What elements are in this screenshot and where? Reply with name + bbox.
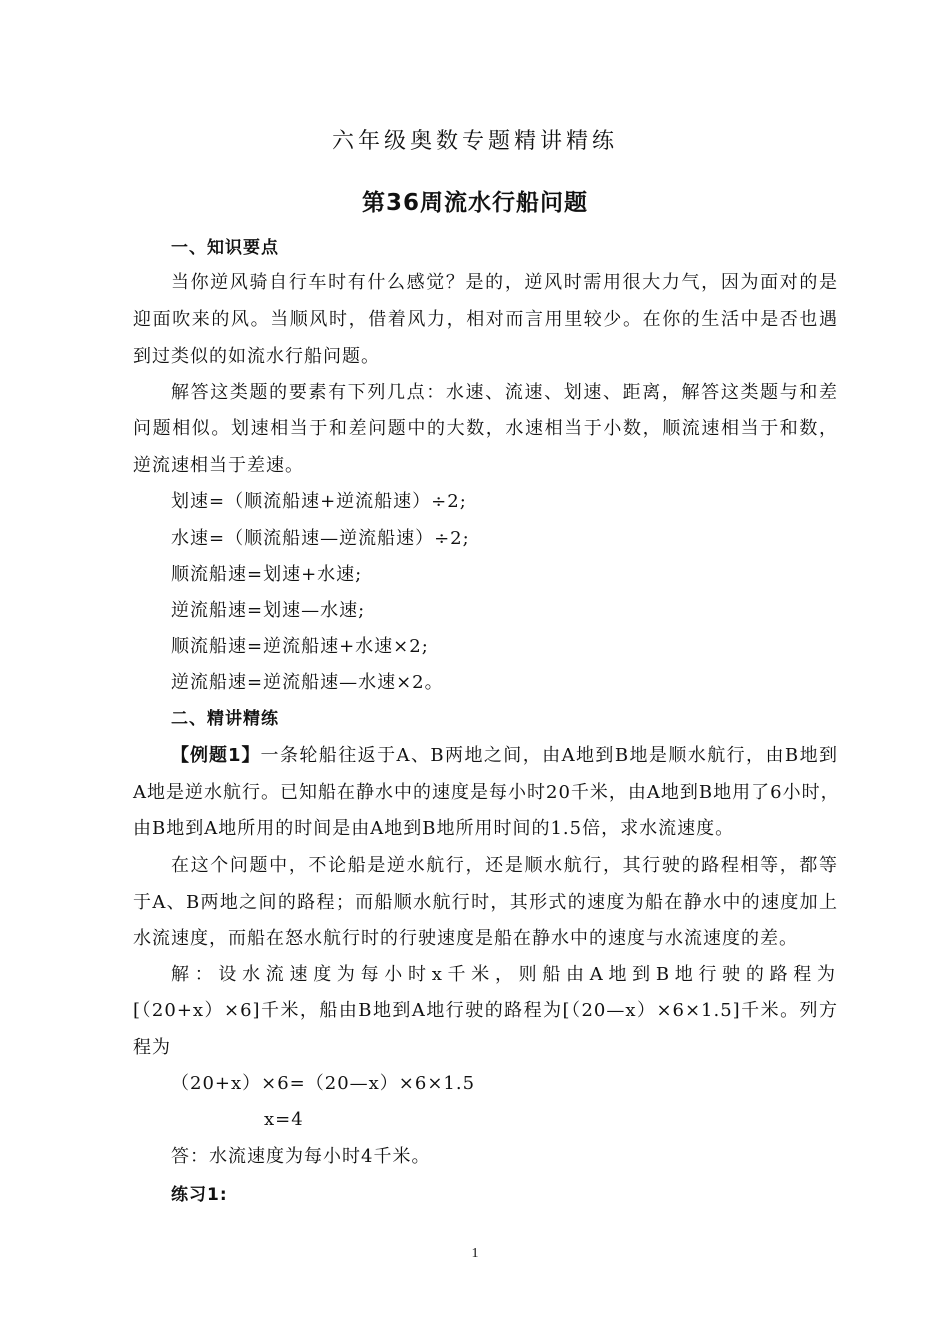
example-tag: 【例题1】 — [171, 745, 261, 766]
week-title: 第36周流水行船问题 — [361, 190, 588, 216]
formula-row: 逆流船速=逆流船速—水速×2。 — [171, 672, 444, 693]
formula-row: 顺流船速=划速+水速; — [171, 564, 363, 585]
analysis-line1: 在这个问题中，不论船是逆水航行，还是顺水航行，其行驶的路程相等，都等 — [171, 855, 838, 876]
example-line1: 一条轮船往返于A、B两地之间，由A地到B地是顺水航行，由B地到 — [260, 745, 838, 766]
solution-line3: 程为 — [133, 1037, 171, 1058]
practice-label: 练习1: — [171, 1185, 228, 1205]
equation-result: x=4 — [264, 1109, 304, 1130]
example-line2: A地是逆水航行。已知船在静水中的速度是每小时20千米，由A地到B地用了6小时， — [133, 782, 840, 803]
page-number: 1 — [471, 1246, 479, 1261]
paragraph2-line2: 问题相似。划速相当于和差问题中的大数，水速相当于小数，顺流速相当于和数， — [133, 418, 838, 439]
analysis-line2: 于A、B两地之间的路程；而船顺水航行时，其形式的速度为船在静水中的速度加上 — [133, 892, 838, 913]
example-line3: 由B地到A地所用的时间是由A地到B地所用时间的1.5倍，求水流速度。 — [133, 818, 735, 839]
formula-row: 顺流船速=逆流船速+水速×2; — [171, 636, 429, 657]
solution-line1: 解：设水流速度为每小时x千米，则船由A地到B地行驶的路程为 — [171, 964, 838, 985]
section1-heading: 一、知识要点 — [171, 238, 279, 258]
solution-line2: [（20+x）×6]千米，船由B地到A地行驶的路程为[（20—x）×6×1.5]千米。列方 — [133, 1000, 838, 1021]
paragraph1-line1: 当你逆风骑自行车时有什么感觉？是的，逆风时需用很大力气，因为面对的是 — [171, 272, 838, 293]
series-title: 六年级奥数专题精讲精练 — [331, 129, 618, 154]
paragraph2-line1: 解答这类题的要素有下列几点：水速、流速、划速、距离，解答这类题与和差 — [171, 382, 838, 403]
formula-row: 划速=（顺流船速+逆流船速）÷2; — [171, 491, 467, 512]
paragraph2-line3: 逆流速相当于差速。 — [133, 455, 304, 476]
equation: （20+x）×6=（20—x）×6×1.5 — [171, 1073, 476, 1094]
paragraph1-line2: 迎面吹来的风。当顺风时，借着风力，相对而言用里较少。在你的生活中是否也遇 — [133, 309, 838, 330]
formula-row: 逆流船速=划速—水速; — [171, 600, 366, 621]
paragraph1-line3: 到过类似的如流水行船问题。 — [133, 346, 380, 367]
formula-row: 水速=（顺流船速—逆流船速）÷2; — [171, 528, 470, 549]
section2-heading: 二、精讲精练 — [171, 709, 279, 729]
analysis-line3: 水流速度，而船在怒水航行时的行驶速度是船在静水中的速度与水流速度的差。 — [133, 928, 798, 949]
example-first-line — [171, 743, 838, 769]
answer: 答：水流速度为每小时4千米。 — [171, 1146, 431, 1167]
